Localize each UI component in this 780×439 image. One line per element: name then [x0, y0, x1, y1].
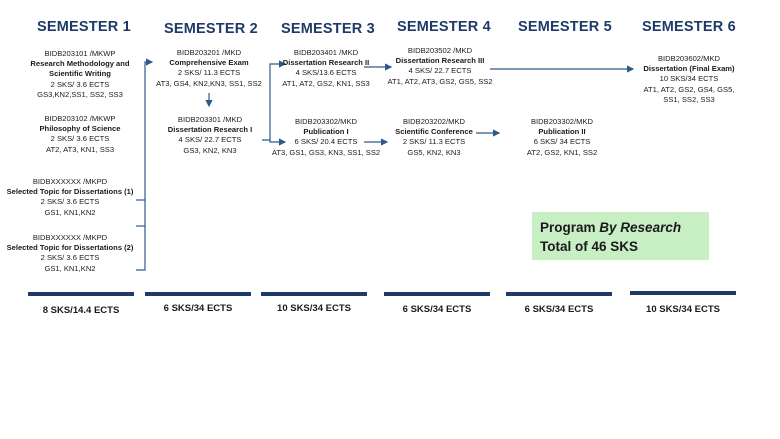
course-code: BIDB203401 /MKD — [293, 48, 359, 57]
course-credits: 4 SKS/ 22.7 ECTS — [408, 66, 472, 76]
course-outcomes: GS1, KN1,KN2 — [44, 207, 96, 217]
course-code: BIDB203302/MKD — [530, 117, 594, 126]
course-selected-topic-2 — [2, 233, 138, 274]
course-outcomes: AT3, GS1, GS3, KN3, SS1, SS2 — [271, 147, 381, 157]
program-type: Program By Research — [540, 220, 682, 235]
semester-5-title: SEMESTER 5 — [518, 19, 612, 35]
course-name: Selected Topic for Dissertations (2) — [6, 243, 134, 253]
course-name: Publication I — [303, 127, 349, 137]
course-credits: 6 SKS/ 34 ECTS — [533, 137, 591, 147]
course-outcomes: GS3,KN2,SS1, SS2, SS3 — [37, 89, 123, 99]
course-outcomes: AT2, AT3, KN1, SS3 — [45, 144, 115, 154]
course-credits: 2 SKS/ 3.6 ECTS — [40, 197, 100, 207]
course-name: Dissertation Research III — [395, 56, 485, 66]
course-code: BIDB203101 /MKWP — [44, 49, 116, 58]
course-credits: 6 SKS/ 20.4 ECTS — [294, 137, 358, 147]
course-outcomes: AT3, GS4, KN2,KN3, SS1, SS2 — [156, 78, 262, 88]
semester-1-bar — [28, 292, 134, 296]
course-name: Selected Topic for Dissertations (1) — [6, 187, 134, 197]
course-outcomes: GS3, KN2, KN3 — [183, 145, 237, 155]
course-dissertation-research-3 — [378, 46, 502, 87]
semester-2-bar — [145, 292, 251, 296]
semester-4-total: 6 SKS/34 ECTS — [402, 304, 472, 315]
course-name: Dissertation Research II — [282, 58, 370, 68]
semester-4-bar — [384, 292, 490, 296]
semester-3-total: 10 SKS/34 ECTS — [277, 303, 351, 314]
course-code: BIDBXXXXXX /MKPD — [32, 233, 108, 242]
course-philosophy-of-science — [20, 114, 140, 155]
course-credits: 2 SKS/ 11.3 ECTS — [402, 137, 466, 147]
semester-1-title: SEMESTER 1 — [37, 19, 131, 35]
course-name: Research Methodology and — [30, 59, 130, 69]
course-code: BIDB203102 /MKWP — [44, 114, 116, 123]
course-name: Philosophy of Science — [39, 124, 121, 134]
course-name: Publication II — [538, 127, 586, 137]
course-outcomes: GS5, KN2, KN3 — [407, 147, 461, 157]
course-credits: 2 SKS/ 3.6 ECTS — [40, 253, 100, 263]
program-summary-box — [532, 212, 709, 260]
semester-6-title: SEMESTER 6 — [642, 19, 736, 35]
course-dissertation-research-1 — [155, 115, 265, 156]
course-scientific-conference — [384, 117, 484, 158]
course-name: Dissertation (Final Exam) — [643, 64, 735, 74]
course-outcomes: AT1, AT2, AT3, GS2, GS5, SS2 — [387, 76, 493, 86]
course-name: Scientific Conference — [395, 127, 473, 137]
semester-6-total: 10 SKS/34 ECTS — [646, 304, 720, 315]
course-outcomes: AT1, AT2, GS2, GS4, GS5, — [643, 84, 735, 94]
semester-3-title: SEMESTER 3 — [281, 21, 375, 37]
course-credits: 4 SKS/13.6 ECTS — [295, 68, 357, 78]
course-name: Comprehensive Exam — [169, 58, 249, 68]
course-comprehensive-exam — [148, 48, 270, 89]
semester-4-title: SEMESTER 4 — [397, 19, 491, 35]
program-total: Total of 46 SKS — [540, 239, 639, 254]
course-research-methodology — [20, 49, 140, 100]
course-code: BIDBXXXXXX /MKPD — [32, 177, 108, 186]
semester-5-total: 6 SKS/34 ECTS — [524, 304, 594, 315]
course-code: BIDB203302/MKD — [294, 117, 358, 126]
course-name: Dissertation Research I — [167, 125, 253, 135]
course-code: BIDB203502 /MKD — [407, 46, 473, 55]
course-code: BIDB203201 /MKD — [176, 48, 242, 57]
semester-3-bar — [261, 292, 367, 296]
course-selected-topic-1 — [2, 177, 138, 218]
semester-6-bar — [630, 291, 736, 295]
course-code: BIDB203602/MKD — [657, 54, 721, 63]
course-name: Scientific Writing — [49, 69, 111, 79]
course-credits: 10 SKS/34 ECTS — [659, 74, 719, 84]
course-code: BIDB203301 /MKD — [177, 115, 243, 124]
course-outcomes: SS1, SS2, SS3 — [663, 94, 715, 104]
course-outcomes: GS1, KN1,KN2 — [44, 263, 96, 273]
course-credits: 2 SKS/ 11.3 ECTS — [177, 68, 241, 78]
course-credits: 4 SKS/ 22.7 ECTS — [178, 135, 242, 145]
semester-2-total: 6 SKS/34 ECTS — [163, 303, 233, 314]
course-dissertation-final-exam — [634, 54, 744, 105]
course-outcomes: AT2, GS2, KN1, SS2 — [526, 147, 598, 157]
course-dissertation-research-2 — [276, 48, 376, 89]
semester-2-title: SEMESTER 2 — [164, 21, 258, 37]
course-publication-1 — [266, 117, 386, 158]
course-outcomes: AT1, AT2, GS2, KN1, SS3 — [282, 78, 370, 88]
semester-5-bar — [506, 292, 612, 296]
course-credits: 2 SKS/ 3.6 ECTS — [50, 134, 110, 144]
semester-1-total: 8 SKS/14.4 ECTS — [42, 305, 120, 316]
course-credits: 2 SKS/ 3.6 ECTS — [50, 79, 110, 89]
course-publication-2 — [507, 117, 617, 158]
course-code: BIDB203202/MKD — [402, 117, 466, 126]
